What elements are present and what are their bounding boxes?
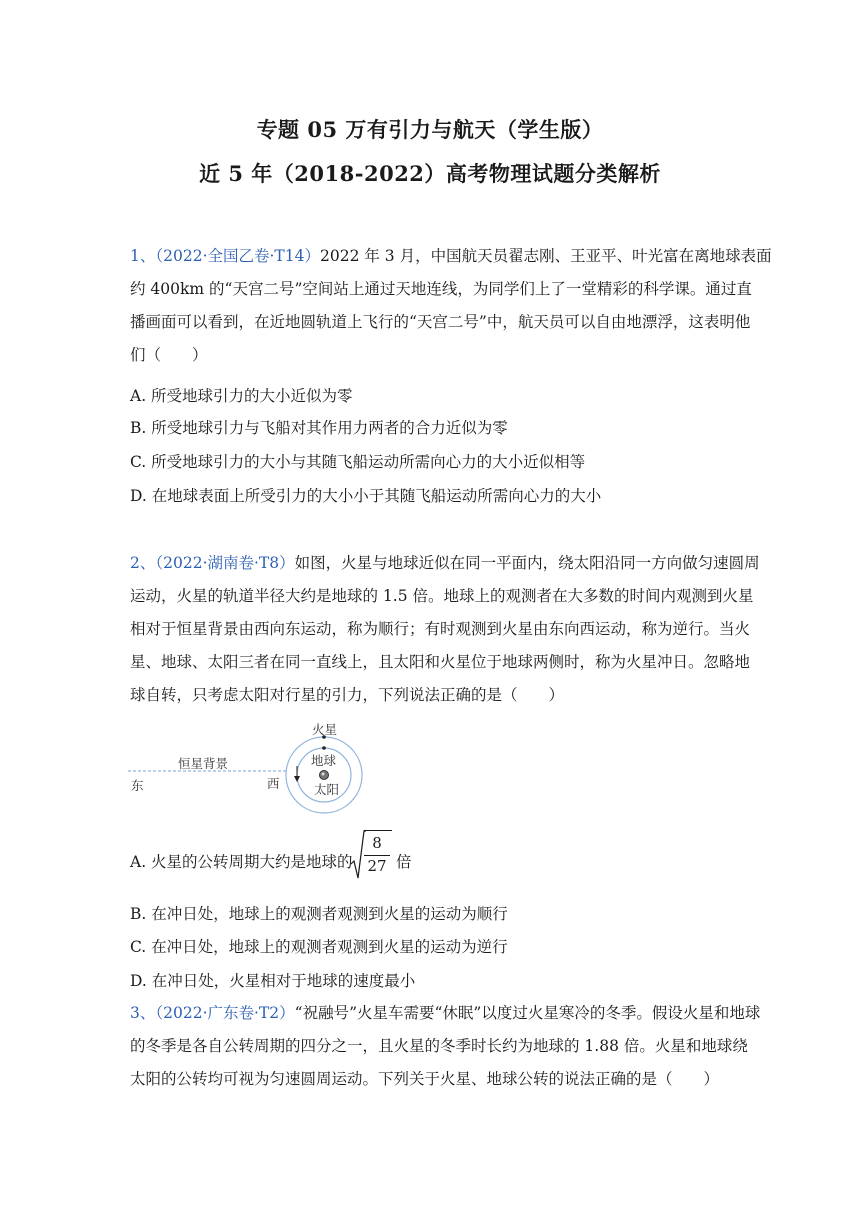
q2-option-d: D. 在冲日处，火星相对于地球的速度最小: [130, 972, 416, 990]
q1-option-a: A. 所受地球引力的大小近似为零: [130, 387, 353, 405]
q2-line-5: 球自转，只考虑太阳对行星的引力，下列说法正确的是（ ）: [130, 686, 565, 704]
orbit-diagram: [128, 716, 378, 816]
q3-source: （2022·广东卷·T2）: [155, 1004, 295, 1022]
q2-option-a-suffix: 倍: [396, 853, 412, 871]
q1-line-4: 们（ ）: [130, 346, 208, 364]
q1-line-1: [130, 246, 772, 266]
q3-text-1: “祝融号”火星车需要“休眠”以度过火星寒冷的冬季。假设火星和地球: [294, 1004, 761, 1022]
sun-highlight: [322, 773, 325, 776]
q2-line-1: [130, 553, 760, 573]
q2-option-a: A. 火星的公转周期大约是地球的: [130, 853, 353, 871]
sqrt-overline: [364, 830, 392, 831]
mars-label: 火星: [312, 722, 338, 737]
q2-line-2: 运动，火星的轨道半径大约是地球的 1.5 倍。地球上的观测者在大多数的时间内观测到火星: [130, 587, 754, 605]
q1-line-3: 播画面可以看到，在近地圆轨道上飞行的“天宫二号”中，航天员可以自由地漂浮，这表明他: [130, 313, 751, 331]
sun-label: 太阳: [314, 782, 340, 797]
west-label: 西: [267, 776, 280, 791]
q1-text-1: 2022 年 3 月，中国航天员翟志刚、王亚平、叶光富在离地球表面: [320, 247, 772, 265]
q1-option-c: C. 所受地球引力的大小与其随飞船运动所需向心力的大小近似相等: [130, 453, 586, 471]
q1-option-d: D. 在地球表面上所受引力的大小小于其随飞船运动所需向心力的大小: [130, 487, 602, 505]
document-title: 专题 05 万有引力与航天（学生版）: [256, 117, 604, 142]
sqrt-fraction: [350, 830, 392, 882]
q2-option-c: C. 在冲日处，地球上的观测者观测到火星的运动为逆行: [130, 938, 508, 956]
q2-line-4: 星、地球、太阳三者在同一直线上，且太阳和火星位于地球两侧时，称为火星冲日。忽略地: [130, 653, 751, 671]
q3-number: 3、: [130, 1004, 156, 1022]
fraction-bar: [364, 855, 390, 856]
document-subtitle: 近 5 年（2018-2022）高考物理试题分类解析: [199, 161, 661, 186]
q3-line-1: [130, 1003, 761, 1023]
fraction-numerator: 8: [372, 834, 382, 852]
q2-source: （2022·湖南卷·T8）: [155, 554, 295, 572]
earth-label: 地球: [311, 753, 337, 768]
q1-option-b: B. 所受地球引力与飞船对其作用力两者的合力近似为零: [130, 419, 508, 437]
earth-dot: [322, 746, 326, 750]
q1-number: 1、: [130, 247, 156, 265]
q3-line-2: 的冬季是各自公转周期的四分之一，且火星的冬季时长约为地球的 1.88 倍。火星和地球绕: [130, 1037, 748, 1055]
star-background-label: 恒星背景: [178, 756, 229, 771]
q2-line-3: 相对于恒星背景由西向东运动，称为顺行；有时观测到火星由东向西运动，称为逆行。当火: [130, 620, 751, 638]
q2-number: 2、: [130, 554, 156, 572]
q2-text-1: 如图，火星与地球近似在同一平面内，绕太阳沿同一方向做匀速圆周: [294, 554, 760, 572]
q1-line-2: 约 400km 的“天宫二号”空间站上通过天地连线，为同学们上了一堂精彩的科学课。通过直: [130, 280, 752, 298]
q3-line-3: 太阳的公转均可视为匀速圆周运动。下列关于火星、地球公转的说法正确的是（ ）: [130, 1070, 720, 1088]
q2-option-b: B. 在冲日处，地球上的观测者观测到火星的运动为顺行: [130, 905, 508, 923]
q1-source: （2022·全国乙卷·T14）: [155, 247, 320, 265]
orbit-arrow-icon: [294, 776, 300, 782]
east-label: 东: [131, 778, 144, 793]
fraction-denominator: 27: [367, 857, 387, 875]
